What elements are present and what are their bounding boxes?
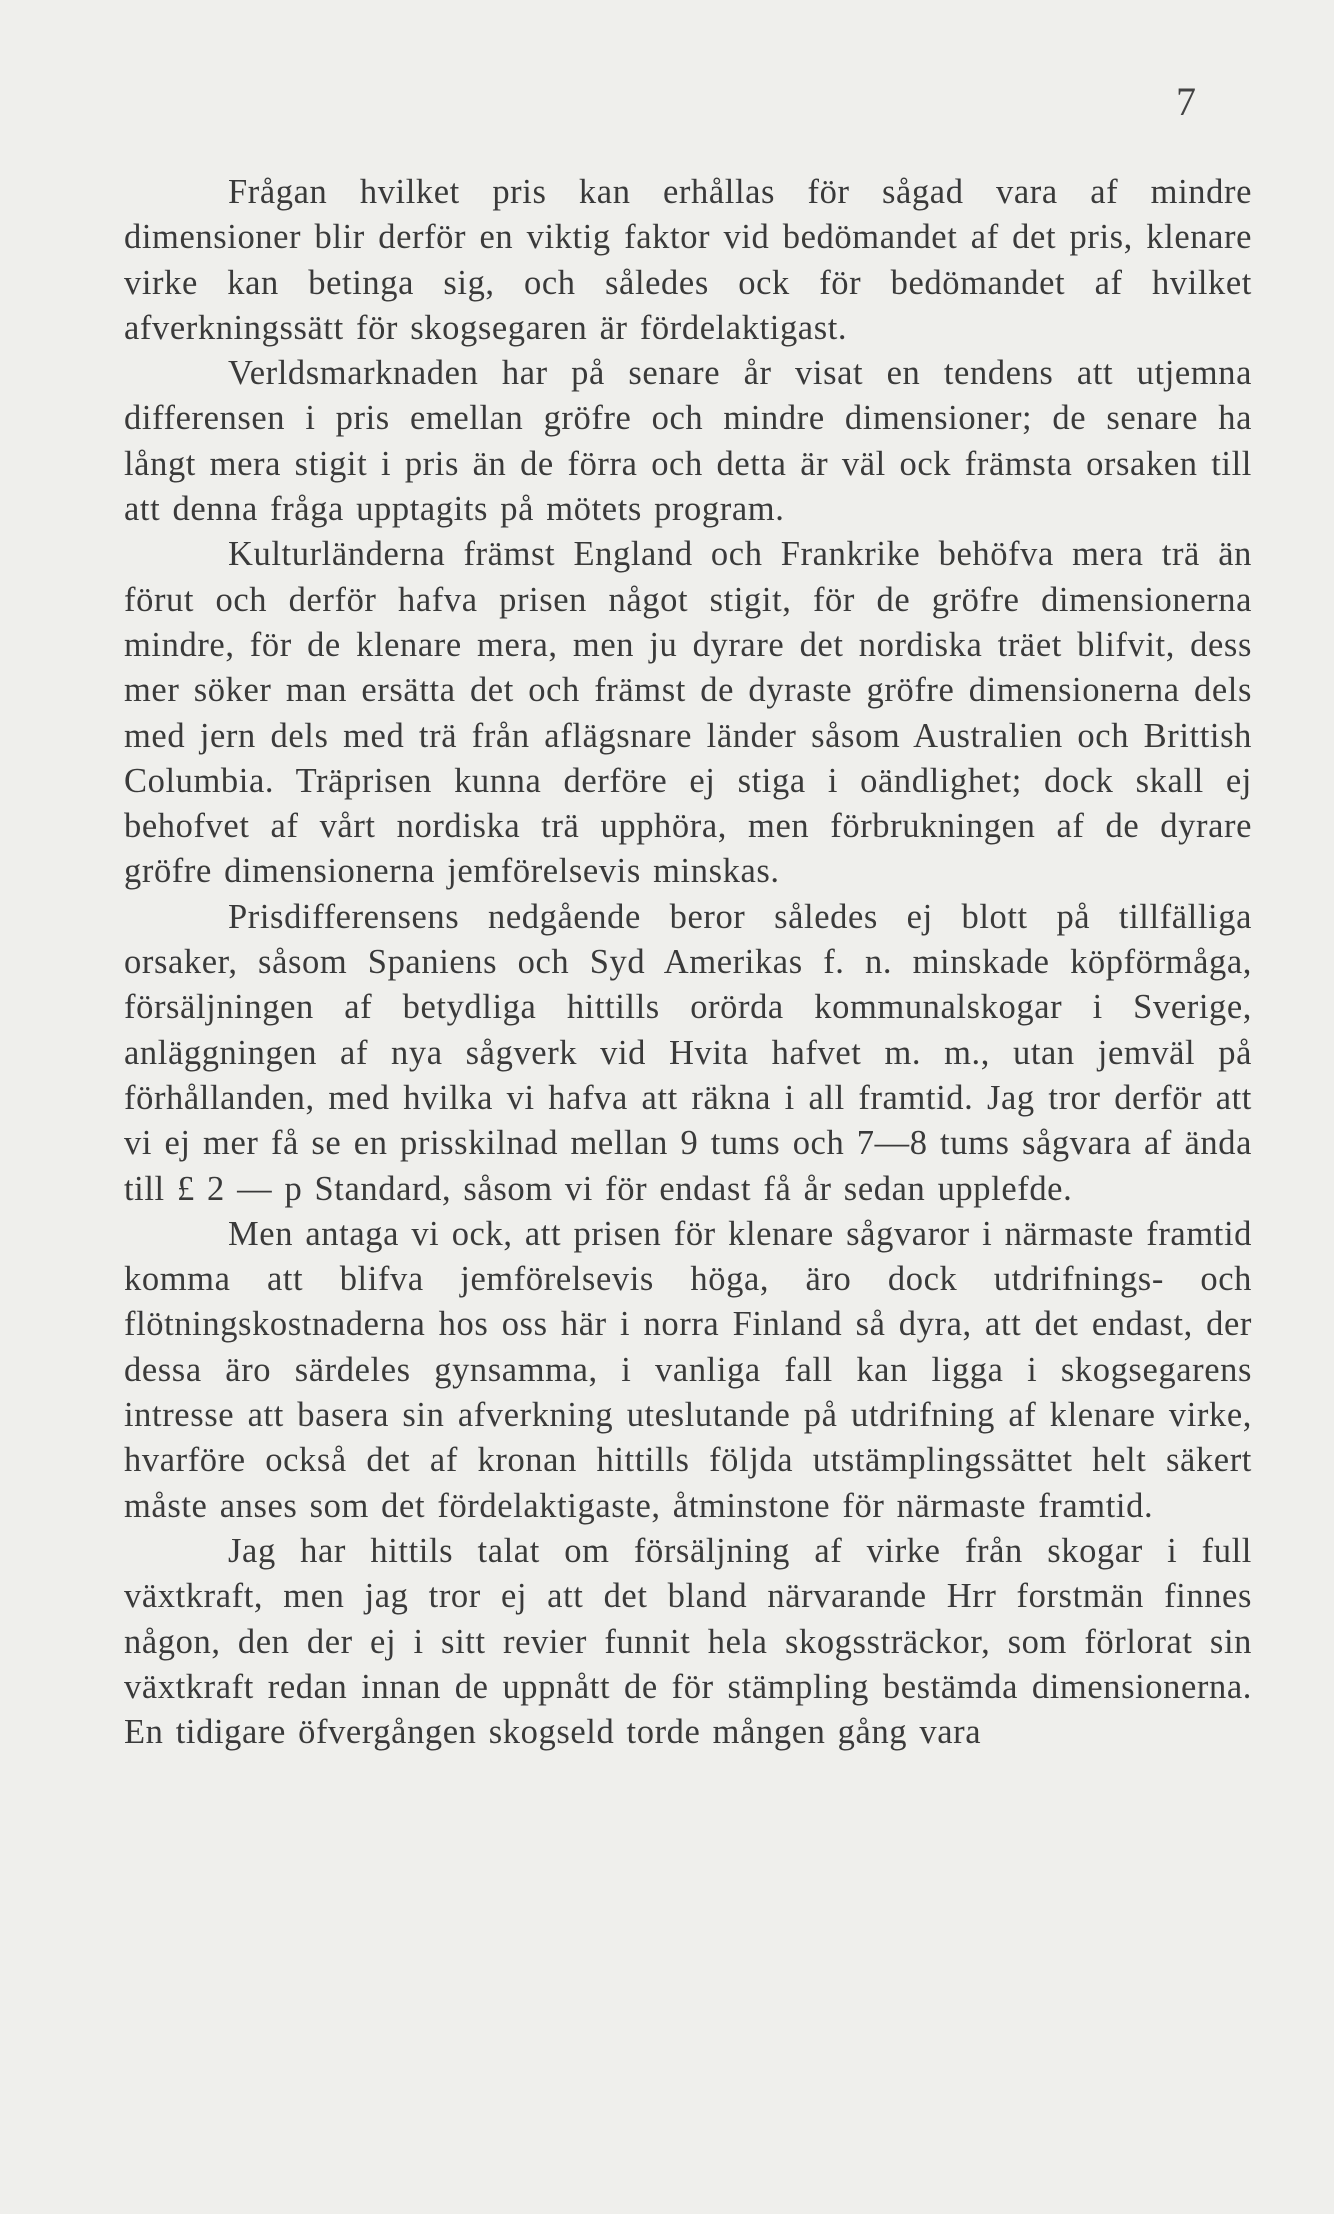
paragraph-2: Verldsmarknaden har på senare år visat en tendens att utjemna differensen i pris emellan gröfre och mindre dimensioner; de senare ha långt mera stigit i pris än de förra och detta är väl ock främsta orsaken till att denna fråga upptagits på mötets program. — [124, 354, 1252, 529]
paragraph-6: Jag har hittils talat om försäljning af virke från skogar i full växtkraft, men jag tror ej att det bland närvarande Hrr forstmän finnes någon, den der ej i sitt revier funnit hela skogssträckor, som förlorat sin växtkraft redan innan de uppnått de för stämpling bestämda dimensionerna. En tidigare öfvergången skogseld torde mången gång vara — [124, 1531, 1252, 1752]
page-number: 7 — [1176, 79, 1196, 124]
paragraph-4: Prisdifferensens nedgående beror således ej blott på tillfälliga orsaker, såsom Spaniens och Syd Amerikas f. n. minskade köpförmåga, försäljningen af betydliga hittills orörda kommunalskogar i Sverige, anläggningen af nya sågverk vid Hvita hafvet m. m., utan jemväl på förhållanden, med hvilka vi hafva att räkna i all framtid. Jag tror derför att vi ej mer få se en prisskilnad mellan 9 tums och 7—8 tums sågvara af ända till £ 2 — p Standard, såsom vi för endast få år sedan upplefde. — [124, 897, 1252, 1208]
paragraph-3: Kulturländerna främst England och Frankrike behöfva mera trä än förut och derför hafva prisen något stigit, för de gröfre dimensionerna mindre, för de klenare mera, men ju dyrare det nordiska träet blifvit, dess mer söker man ersätta det och främst de dyraste gröfre dimensionerna dels med jern dels med trä från aflägsnare länder såsom Australien och Brittish Columbia. Träprisen kunna derföre ej stiga i oändlighet; dock skall ej behofvet af vårt nordiska trä upphöra, men förbrukningen af de dyrare gröfre dimensionerna jemförelsevis minskas. — [124, 535, 1252, 891]
paragraph-1: Frågan hvilket pris kan erhållas för sågad vara af mindre dimensioner blir derför en viktig faktor vid bedömandet af det pris, klenare virke kan betinga sig, och således ock för bedömandet af hvilket afverkningssätt för skogsegaren är fördelaktigast. — [124, 173, 1252, 347]
paragraph-5: Men antaga vi ock, att prisen för klenare sågvaror i närmaste framtid komma att blifva jemförelsevis höga, äro dock utdrifnings- och flötningskostnaderna hos oss här i norra Finland så dyra, att det endast, der dessa äro särdeles gynsamma, i vanliga fall kan ligga i skogsegarens intresse att basera sin afverkning uteslutande på utdrifning af klenare virke, hvarföre också det af kronan hittills följda utstämplingssättet helt säkert måste anses som det fördelaktigaste, åtminstone för närmaste framtid. — [124, 1214, 1252, 1525]
body-text — [124, 170, 1252, 1755]
